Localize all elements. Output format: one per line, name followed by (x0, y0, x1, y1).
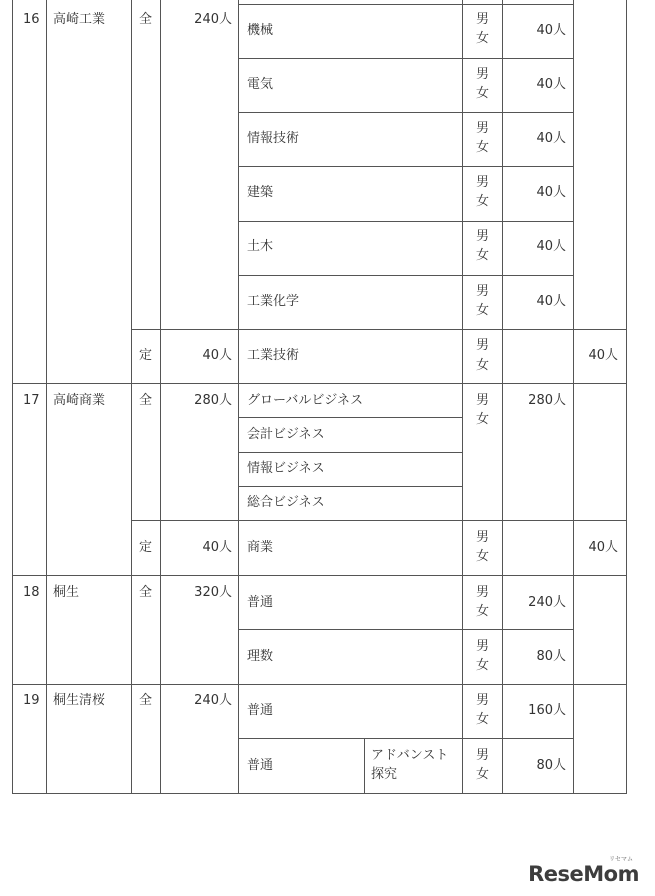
course-sub-name: アドバンスト (371, 748, 449, 763)
gender-female: 女 (476, 767, 490, 782)
program-type: 定 (139, 540, 153, 555)
program-type: 全 (139, 693, 153, 708)
course-count: 80人 (536, 649, 566, 664)
capacity: 320人 (194, 585, 232, 600)
row-divider (131, 520, 627, 521)
resemom-logo (528, 856, 639, 886)
gender-female: 女 (476, 712, 490, 727)
row-divider (238, 629, 574, 630)
course-name: 工業技術 (247, 348, 300, 363)
logo-small-text: リセマム (609, 856, 633, 863)
column-divider (502, 0, 503, 794)
gender-female: 女 (476, 303, 490, 318)
course-name: 普通 (247, 703, 274, 718)
column-divider (46, 0, 47, 794)
admission-table (12, 0, 627, 794)
gender-male: 男 (476, 748, 490, 763)
row-divider (12, 575, 627, 576)
row-number: 18 (23, 585, 40, 600)
gender-female: 女 (476, 31, 490, 46)
course-count: 40人 (536, 77, 566, 92)
row-divider (238, 452, 463, 453)
course-count: 40人 (536, 23, 566, 38)
course-count: 40人 (536, 294, 566, 309)
course-name: 商業 (247, 540, 274, 555)
course-name: 建築 (247, 185, 274, 200)
column-divider (573, 0, 574, 794)
gender-male: 男 (476, 393, 490, 408)
row-divider (238, 112, 574, 113)
gender-female: 女 (476, 86, 490, 101)
course-name: 情報技術 (247, 131, 300, 146)
school-name: 桐生 (53, 585, 80, 600)
course-count: 40人 (536, 185, 566, 200)
school-name: 桐生清桜 (53, 693, 106, 708)
column-divider (131, 0, 132, 794)
gender-female: 女 (476, 658, 490, 673)
row-divider (12, 684, 627, 685)
row-divider (131, 329, 627, 330)
gender-male: 男 (476, 530, 490, 545)
course-name: 土木 (247, 239, 274, 254)
course-count: 240人 (528, 595, 566, 610)
table-border-left (12, 0, 13, 794)
gender-male: 男 (476, 284, 490, 299)
row-divider (238, 738, 574, 739)
school-name: 高崎商業 (53, 393, 106, 408)
column-divider (462, 0, 463, 794)
column-divider (160, 0, 161, 794)
gender-male: 男 (476, 67, 490, 82)
course-name: 総合ビジネス (247, 495, 325, 510)
school-name: 高崎工業 (53, 12, 106, 27)
gender-male: 男 (476, 585, 490, 600)
capacity: 240人 (194, 12, 232, 27)
program-type: 定 (139, 348, 153, 363)
program-type: 全 (139, 12, 153, 27)
row-divider (12, 383, 627, 384)
course-name: 機械 (247, 23, 274, 38)
gender-male: 男 (476, 175, 490, 190)
row-number: 17 (23, 393, 40, 408)
row-divider (238, 4, 574, 5)
row-divider (238, 166, 574, 167)
column-divider (364, 739, 365, 794)
column-divider (238, 0, 239, 794)
course-count: 40人 (536, 131, 566, 146)
gender-male: 男 (476, 338, 490, 353)
row-number: 19 (23, 693, 40, 708)
row-divider (238, 417, 463, 418)
course-count: 40人 (536, 239, 566, 254)
gender-male: 男 (476, 121, 490, 136)
capacity: 40人 (202, 348, 232, 363)
gender-female: 女 (476, 604, 490, 619)
course-count: 80人 (536, 758, 566, 773)
program-type: 全 (139, 585, 153, 600)
course-count: 160人 (528, 703, 566, 718)
course-count: 40人 (588, 540, 618, 555)
course-name: 電気 (247, 77, 274, 92)
course-sub-name: 探究 (371, 767, 398, 782)
capacity: 280人 (194, 393, 232, 408)
course-name: 普通 (247, 595, 274, 610)
gender-female: 女 (476, 412, 490, 427)
gender-male: 男 (476, 639, 490, 654)
row-divider (238, 221, 574, 222)
course-count: 280人 (528, 393, 566, 408)
capacity: 40人 (202, 540, 232, 555)
gender-female: 女 (476, 140, 490, 155)
gender-male: 男 (476, 229, 490, 244)
row-divider (238, 486, 463, 487)
table-bottom (12, 793, 627, 794)
program-type: 全 (139, 393, 153, 408)
course-name: グローバルビジネス (247, 393, 363, 408)
gender-female: 女 (476, 358, 490, 373)
course-name: 普通 (247, 758, 274, 773)
course-name: 会計ビジネス (247, 427, 325, 442)
gender-female: 女 (476, 549, 490, 564)
row-divider (238, 275, 574, 276)
gender-female: 女 (476, 194, 490, 209)
table-border-right (626, 0, 627, 794)
gender-female: 女 (476, 248, 490, 263)
gender-male: 男 (476, 12, 490, 27)
course-name: 情報ビジネス (247, 461, 325, 476)
row-number: 16 (23, 12, 40, 27)
capacity: 240人 (194, 693, 232, 708)
gender-male: 男 (476, 693, 490, 708)
row-divider (238, 58, 574, 59)
course-count: 40人 (588, 348, 618, 363)
logo-text: ReseMom (528, 862, 639, 886)
course-name: 工業化学 (247, 294, 300, 309)
course-name: 理数 (247, 649, 274, 664)
